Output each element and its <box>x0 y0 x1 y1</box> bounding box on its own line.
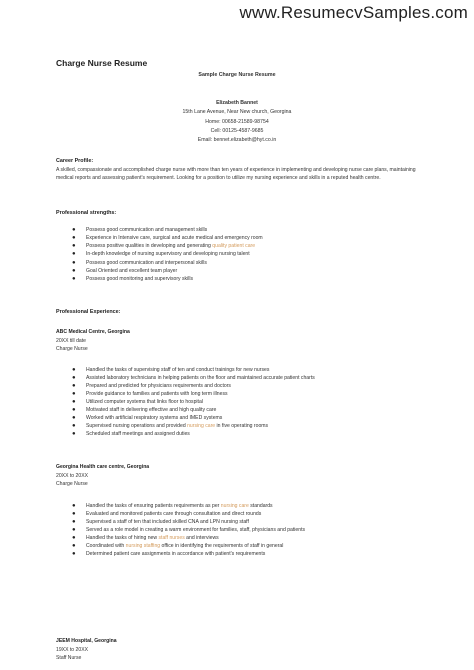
bullet-icon: ● <box>72 383 76 389</box>
inline-link[interactable]: quality patient care <box>212 243 256 250</box>
inline-link[interactable]: nursing care <box>187 423 216 429</box>
list-item-text: Possess positive qualities in developing and generating <box>86 243 213 250</box>
job-employer: Georgina Health care centre, Georgina <box>56 464 150 470</box>
bullet-icon: ● <box>72 535 76 541</box>
list-item <box>72 422 315 430</box>
list-item-text: In-depth knowledge of nursing supervisory and developing nursing talent <box>86 251 250 258</box>
list-item-text: Served as a role model in creating a warm environment for families, staff, physicians and patients <box>86 527 306 533</box>
career-profile-heading: Career Profile: <box>56 158 94 164</box>
job-employer: JEEM Hospital, Georgina <box>56 638 117 644</box>
list-item <box>72 502 305 510</box>
site-url[interactable]: www.ResumecvSamples.com <box>239 3 468 22</box>
bullet-icon: ● <box>72 375 76 381</box>
bullet-icon: ● <box>72 519 76 525</box>
bullet-icon: ● <box>72 275 76 282</box>
job-dates: 19XX to 20XX <box>56 646 89 653</box>
list-item <box>72 267 263 275</box>
list-item <box>72 390 315 398</box>
list-item-text-after: in five operating rooms <box>215 423 269 429</box>
list-item <box>72 534 305 542</box>
list-item-text: Possess good communication and interpersonal skills <box>86 259 207 266</box>
list-item-text: Handled the tasks of hiring new <box>86 535 159 541</box>
list-item <box>72 406 315 414</box>
list-item-text: Scheduled staff meetings and assigned duties <box>86 431 190 437</box>
strengths-list <box>72 226 263 283</box>
list-item-text-after: standards <box>248 503 273 509</box>
bullet-icon: ● <box>72 391 76 397</box>
bullet-icon: ● <box>72 551 76 557</box>
list-item-text: Utilized computer systems that links floor to hospital <box>86 399 203 405</box>
bullet-icon: ● <box>72 367 76 373</box>
career-profile-text: A skilled, compassionate and accomplished charge nurse with more than ten years of experience in implementing and developing nurse care plans, maintaining medical reports and assessing patient's requirement. Looking for a position to utilize my nursing experience and skills in a reputed health centre. <box>56 167 416 182</box>
bullet-icon: ● <box>72 227 76 233</box>
list-item <box>72 259 263 267</box>
list-item <box>72 275 263 283</box>
list-item <box>72 510 305 518</box>
job-role: Charge Nurse <box>56 481 88 488</box>
list-item-text: Coordinated with <box>86 543 126 549</box>
list-item-text: Experience in Intensive care, surgical and acute medical and emergency room <box>86 235 263 242</box>
list-item-text: Handled the tasks of ensuring patients requirements as per <box>86 503 221 509</box>
list-item <box>72 398 315 406</box>
list-item <box>72 226 263 234</box>
list-item-text: Evaluated and monitored patients care through consultation and direct rounds <box>86 511 262 517</box>
bullet-icon: ● <box>72 259 76 266</box>
inline-link[interactable]: nursing staffing <box>125 543 161 549</box>
list-item <box>72 526 305 534</box>
job-role: Staff Nurse <box>56 655 82 662</box>
bullet-icon: ● <box>72 503 76 509</box>
list-item-text: Goal Oriented and excellent team player <box>86 267 178 274</box>
bullet-icon: ● <box>72 415 76 421</box>
bullet-icon: ● <box>72 399 76 405</box>
list-item-text-after: and interviews <box>184 535 219 541</box>
bullet-icon: ● <box>72 243 76 250</box>
list-item <box>72 542 305 550</box>
job-dates: 20XX to 20XX <box>56 472 89 479</box>
bullet-icon: ● <box>72 511 76 517</box>
job-dates: 20XX till date <box>56 337 87 344</box>
bullet-icon: ● <box>72 423 76 429</box>
bullet-icon: ● <box>72 251 76 258</box>
list-item-text: Possess good communication and management skills <box>86 227 208 233</box>
list-item-text: Provide guidance to families and patients with long term illness <box>86 391 228 397</box>
list-item <box>72 242 263 250</box>
list-item-text: Worked with artificial respiratory systems and IMED systems <box>86 415 223 421</box>
list-item-text: Motivated staff in delivering effective and high quality care <box>86 407 217 413</box>
list-item-text: Possess good monitoring and supervisory skills <box>86 275 194 282</box>
job-employer: ABC Medical Centre, Georgina <box>56 329 130 335</box>
list-item-text: Supervised a staff of ten that included skilled CNA and LPN nursing staff <box>86 519 249 525</box>
contact-cell-phone: Cell: 00125-4587-9685 <box>210 127 264 134</box>
list-item <box>72 366 315 374</box>
inline-link[interactable]: staff nurses <box>158 535 185 541</box>
list-item <box>72 550 305 558</box>
bullet-icon: ● <box>72 543 76 549</box>
list-item-text: Assisted laboratory technicians in helping patients on the floor and maintained accurate patient charts <box>86 375 315 381</box>
bullet-icon: ● <box>72 267 76 274</box>
job-2-duties <box>72 502 305 558</box>
contact-block <box>0 99 474 145</box>
contact-home-phone: Home: 00658-21589-98754 <box>205 118 269 125</box>
experience-heading: Professional Experience: <box>56 309 121 315</box>
bullet-icon: ● <box>72 407 76 413</box>
list-item <box>72 382 315 390</box>
bullet-icon: ● <box>72 527 76 533</box>
list-item <box>72 414 315 422</box>
list-item-text: Determined patient care assignments in accordance with patient's requirements <box>86 551 266 557</box>
resume-subtitle: Sample Charge Nurse Resume <box>198 72 276 78</box>
job-2-header <box>56 463 149 489</box>
inline-link[interactable]: nursing care <box>220 503 249 509</box>
list-item <box>72 234 263 242</box>
list-item-text: Supervised nursing operations and provided <box>86 423 188 429</box>
list-item-text: Handled the tasks of supervising staff of ten and conduct trainings for new nurses <box>86 367 270 373</box>
list-item <box>72 518 305 526</box>
contact-address: 15th Lane Avenue, Near New church, Georgina <box>182 109 292 116</box>
list-item <box>72 430 315 438</box>
list-item-text: Prepared and predicted for physicians requirements and doctors <box>86 383 231 389</box>
job-1-duties <box>72 366 315 438</box>
job-1-header <box>56 328 130 354</box>
bullet-icon: ● <box>72 431 76 437</box>
list-item <box>72 250 263 258</box>
strengths-heading: Professional strengths: <box>56 210 117 216</box>
list-item <box>72 374 315 382</box>
bullet-icon: ● <box>72 235 76 242</box>
contact-name: Elizabeth Bannet <box>216 100 258 106</box>
list-item-text-after: office in identifying the requirements of staff in general <box>160 543 284 549</box>
job-role: Charge Nurse <box>56 346 88 353</box>
job-3-header <box>56 637 117 663</box>
page-title: Charge Nurse Resume <box>56 58 148 68</box>
contact-email[interactable]: Email: bennet.elizabeth@hyt.co.in <box>197 137 277 144</box>
